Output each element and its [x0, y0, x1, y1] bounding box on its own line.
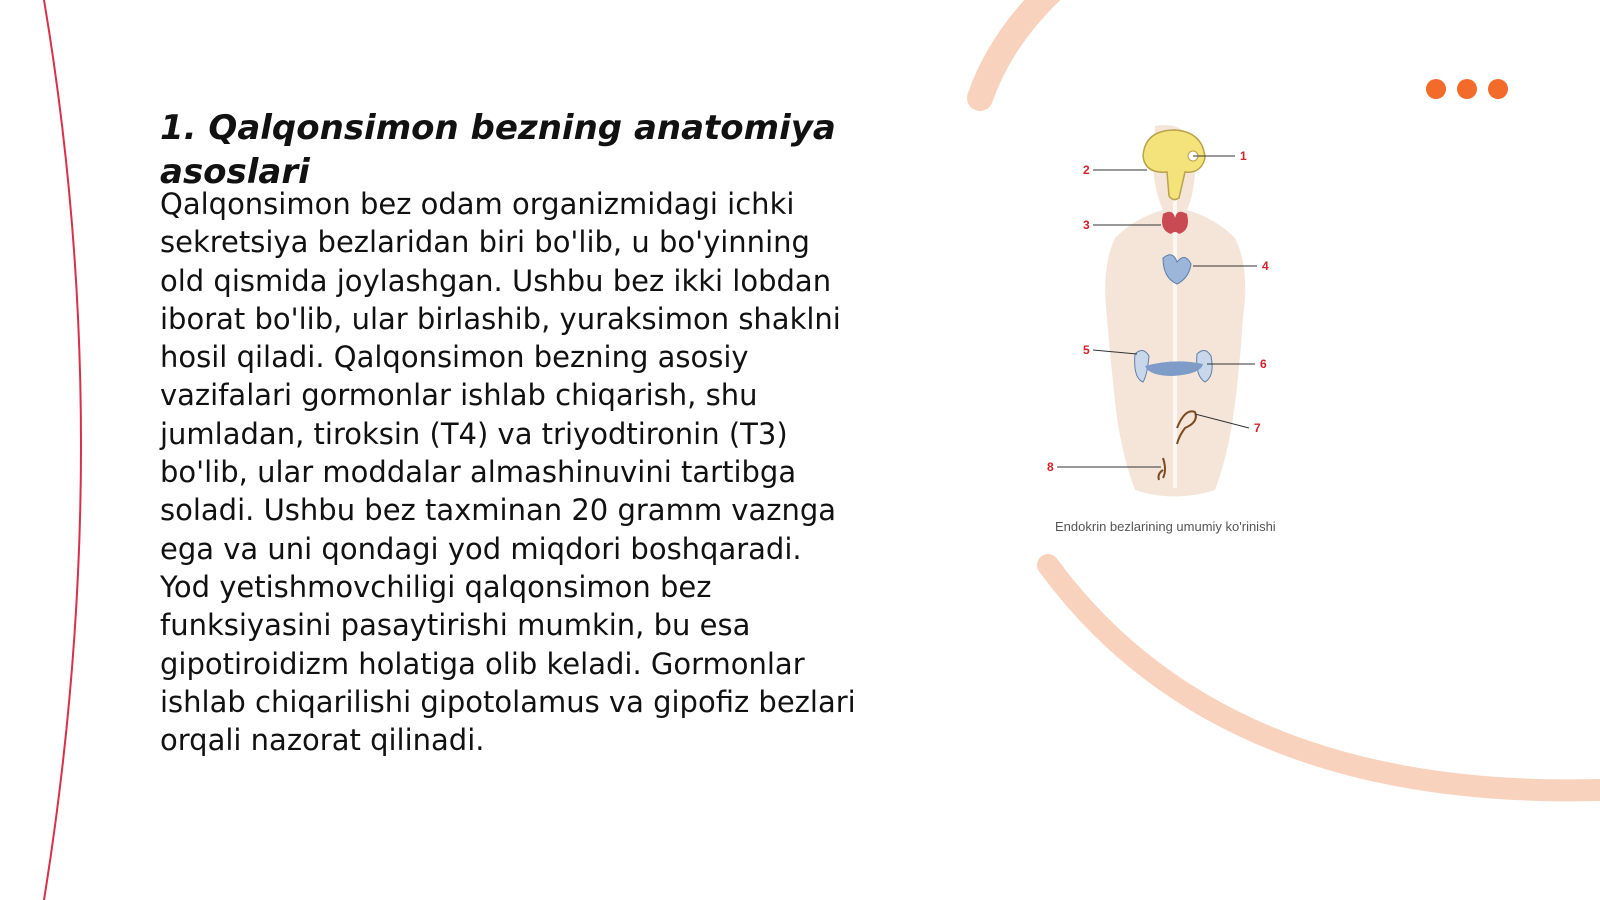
left-accent-line — [44, 0, 81, 900]
figure-label: 2 — [1083, 163, 1090, 177]
endocrine-body-illustration — [1045, 118, 1315, 518]
dot-icon — [1426, 79, 1446, 99]
figure-label: 6 — [1260, 357, 1267, 371]
figure-label: 8 — [1047, 460, 1054, 474]
figure-label: 3 — [1083, 218, 1090, 232]
dot-icon — [1488, 79, 1508, 99]
endocrine-figure — [1045, 118, 1315, 558]
slide-body-text: Qalqonsimon bez odam organizmidagi ichki sekretsiya bezlaridan biri bo'lib, u bo'yinning old qismida joylashgan. Ushbu bez ikki lobdan iborat bo'lib, ular birlashib, yuraksimon shaklni hosil qiladi. Qalqonsimon bezning asosiy vazifalari gormonlar ishlab chiqarish, shu jumladan, tiroksin (T4) va triyodtironin (T3) bo'lib, ular moddalar almashinuvini tartibga soladi. Ushbu bez taxminan 20 gramm vaznga ega va uni qondagi yod miqdori boshqaradi. Yod yetishmovchiligi qalqonsimon bez funksiyasini pasaytirishi mumkin, bu esa gipotiroidizm holatiga olib keladi. Gormonlar ishlab chiqarilishi gipotolamus va gipofiz bezlari orqali nazorat qilinadi. — [160, 187, 856, 758]
figure-label: 4 — [1262, 259, 1269, 273]
menu-dots — [1426, 79, 1508, 99]
figure-label: 7 — [1254, 421, 1261, 435]
figure-label: 5 — [1083, 343, 1090, 357]
figure-caption: Endokrin bezlarining umumiy ko'rinishi — [1055, 519, 1276, 534]
dot-icon — [1457, 79, 1477, 99]
bottom-arc — [1048, 565, 1600, 790]
top-arc — [980, 0, 1052, 98]
figure-label: 1 — [1240, 149, 1247, 163]
slide-title: 1. Qalqonsimon bezning anatomiya asoslari — [160, 108, 836, 192]
